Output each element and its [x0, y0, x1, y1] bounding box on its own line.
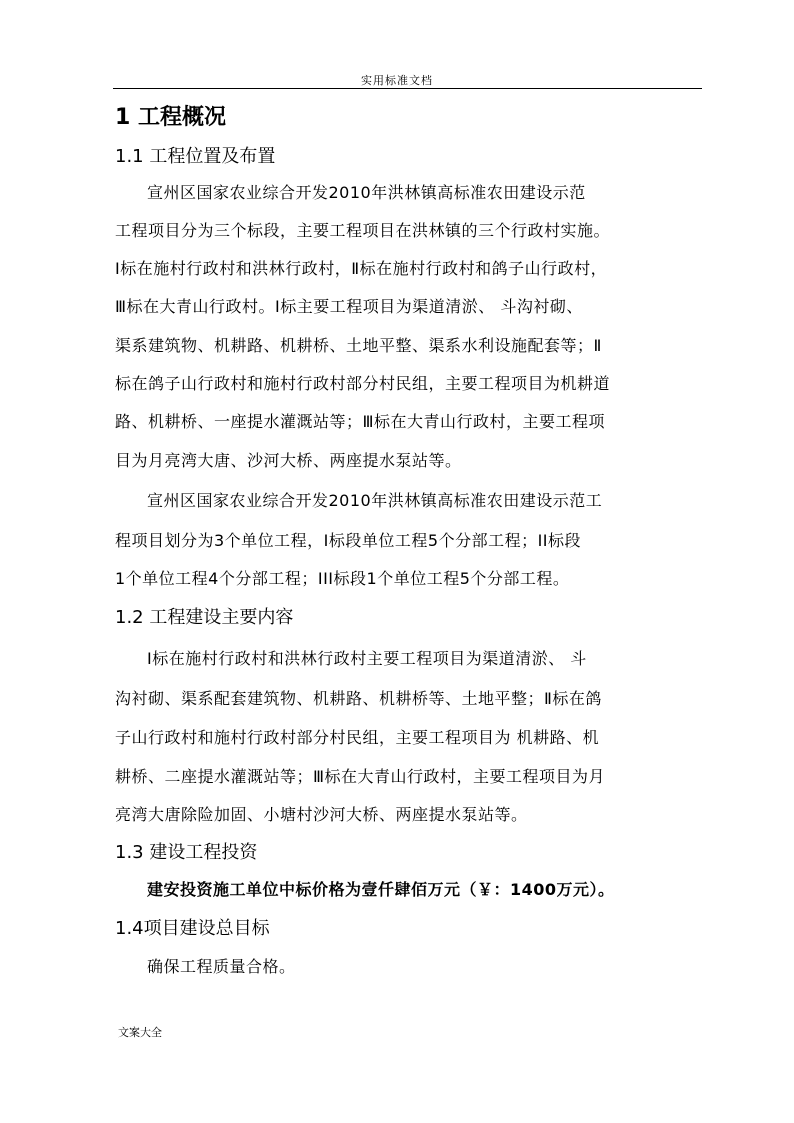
paragraph-line: 亮湾大唐除险加固、小塘村沙河大桥、两座提水泵站等。 — [115, 805, 528, 824]
paragraph-line: 沟衬砌、渠系配套建筑物、机耕路、机耕桥等、土地平整；Ⅱ标在鸽 — [115, 689, 602, 708]
paragraph-line: 子山行政村和施村行政村部分村民组，主要工程项目为 机耕路、机 — [115, 728, 600, 747]
paragraph-line: 渠系建筑物、机耕路、机耕桥、土地平整、渠系水利设施配套等；Ⅱ — [115, 336, 602, 355]
paragraph-line: 宣州区国家农业综合开发2010年洪林镇高标准农田建设示范 — [147, 183, 586, 202]
header-rule — [113, 88, 702, 89]
paragraph-line: Ⅲ标在大青山行政村。Ⅰ标主要工程项目为渠道清淤、 斗沟衬砌、 — [115, 297, 583, 316]
paragraph-line: Ⅰ标在施村行政村和洪林行政村，Ⅱ标在施村行政村和鸽子山行政村， — [115, 259, 608, 278]
paragraph-line: 目为月亮湾大唐、沙河大桥、两座提水泵站等。 — [115, 451, 462, 470]
paragraph-line: 确保工程质量合格。 — [147, 957, 296, 976]
page-header: 实用标准文档 — [361, 74, 433, 87]
section-heading-1-3: 1.3 建设工程投资 — [115, 842, 258, 863]
paragraph-line: 耕桥、二座提水灌溉站等；Ⅲ标在大青山行政村，主要工程项目为月 — [115, 767, 606, 786]
paragraph-line: 程项目划分为3个单位工程，I标段单位工程5个分部工程；II标段 — [115, 531, 582, 550]
page-footer: 文案大全 — [118, 1026, 162, 1039]
paragraph-line: 1个单位工程4个分部工程；III标段1个单位工程5个分部工程。 — [115, 569, 570, 588]
section-heading-1-2: 1.2 工程建设主要内容 — [115, 607, 294, 628]
paragraph-line: 路、机耕桥、一座提水灌溉站等；Ⅲ标在大青山行政村，主要工程项 — [115, 412, 606, 431]
paragraph-line: 标在鸽子山行政村和施村行政村部分村民组，主要工程项目为机耕道 — [115, 374, 611, 393]
section-heading-1-1: 1.1 工程位置及布置 — [115, 146, 276, 167]
chapter-title: 1 工程概况 — [115, 105, 226, 130]
paragraph-line: Ⅰ标在施村行政村和洪林行政村主要工程项目为渠道清淤、 斗 — [147, 649, 587, 668]
paragraph-line: 建安投资施工单位中标价格为壹仟肆佰万元（￥：1400万元）。 — [147, 880, 615, 899]
paragraph-line: 工程项目分为三个标段，主要工程项目在洪林镇的三个行政村实施。 — [115, 221, 611, 240]
section-heading-1-4: 1.4项目建设总目标 — [115, 918, 270, 939]
paragraph-line: 宣州区国家农业综合开发2010年洪林镇高标准农田建设示范工 — [147, 491, 603, 510]
